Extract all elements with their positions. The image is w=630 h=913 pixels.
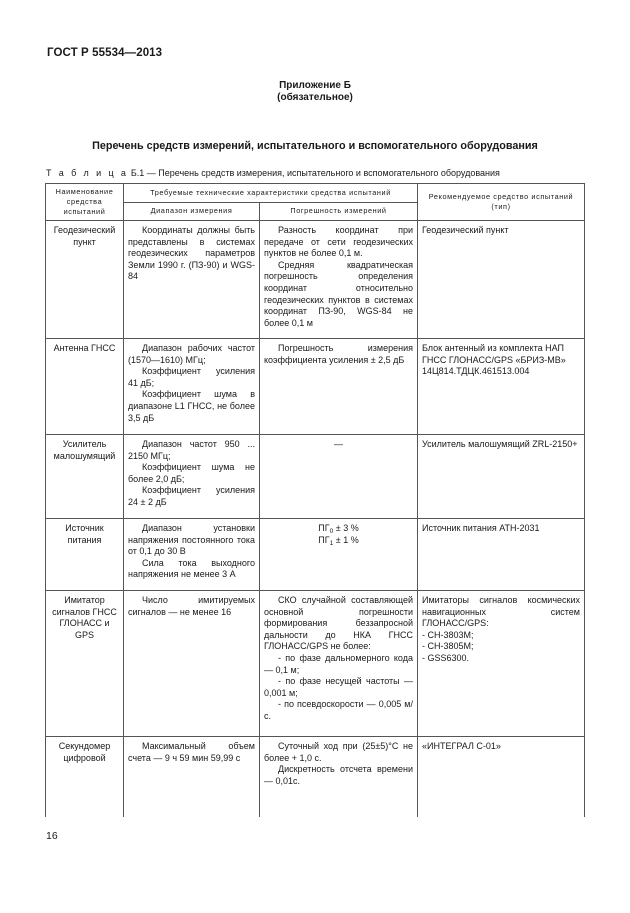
cell-text: - СН-3805М; <box>422 641 474 652</box>
document-header: ГОСТ Р 55534—2013 <box>47 47 163 59</box>
cell-text: Коэффициент усиления 24 ± 2 дБ <box>128 485 255 507</box>
cell-name: Источник питания <box>46 519 124 591</box>
cell-tool: Блок антенный из комплекта НАП ГНСС ГЛОНАСС/GPS «БРИЗ-МВ» 14Ц814.ТДЦК.461513.004 <box>418 339 585 435</box>
cell-text: - по фазе дальномерного кода — 0,1 м; <box>264 652 413 675</box>
cell-tool: Усилитель малошумящий ZRL-2150+ <box>418 435 585 519</box>
cell-error <box>260 339 418 435</box>
cell-text: Имитаторы сигналов космических навигационных систем ГЛОНАСС/GPS: <box>422 595 580 629</box>
appendix-title: Приложение Б <box>279 80 351 91</box>
cell-range <box>124 339 260 435</box>
cell-text: - СН-3803М; <box>422 629 474 640</box>
cell-text: Суточный ход при (25±5)°С не более + 1,0 с. <box>264 741 413 763</box>
table-row <box>46 339 585 435</box>
table-row <box>46 737 585 817</box>
cell-tool <box>418 591 585 737</box>
table-row <box>46 221 585 339</box>
cell-error <box>260 519 418 591</box>
cell-text: - по псевдоскорости — 0,005 м/с. <box>264 699 413 721</box>
header-error: Погрешность измерений <box>260 202 418 221</box>
table-caption <box>46 168 500 178</box>
header-name: Наименование средства испытаний <box>46 184 124 221</box>
cell-text: Погрешность измерения коэффициента усиления ± 2,5 дБ <box>264 343 413 365</box>
cell-text: - по фазе несущей частоты — 0,001 м; <box>264 676 413 698</box>
cell-range <box>124 221 260 339</box>
cell-tool: Геодезический пункт <box>418 221 585 339</box>
table-row <box>46 591 585 737</box>
cell-text: Коэффициент усиления 41 дБ; <box>128 366 255 388</box>
cell-name: Имитатор сигналов ГНСС ГЛОНАСС и GPS <box>46 591 124 737</box>
cell-range <box>124 591 260 737</box>
cell-text: Средняя квадратическая погрешность определения координат относительно геодезических пунктов в системах координат ПЗ-90, WGS-84 не более 0,1 м <box>264 259 413 328</box>
cell-range <box>124 519 260 591</box>
cell-range <box>124 435 260 519</box>
table-caption-text: — Перечень средств измерения, испытательного и вспомогательного оборудования <box>146 168 500 178</box>
equipment-table <box>45 183 585 817</box>
cell-text: Коэффициент шума в диапазоне L1 ГНСС, не более 3,5 дБ <box>128 389 255 423</box>
cell-range <box>124 737 260 817</box>
appendix-subtitle: (обязательное) <box>277 92 353 103</box>
cell-name: Секундомер цифровой <box>46 737 124 817</box>
cell-text: — <box>334 439 343 449</box>
table-header-row <box>46 184 585 203</box>
header-range: Диапазон измерения <box>124 202 260 221</box>
header-required: Требуемые технические характеристики средства испытаний <box>124 184 418 203</box>
table-row <box>46 519 585 591</box>
cell-text: Разность координат при передаче от сети геодезических пунктов не более 0,1 м. <box>264 225 413 259</box>
cell-tool: Источник питания АТН-2031 <box>418 519 585 591</box>
cell-error <box>260 435 418 519</box>
page-number: 16 <box>46 830 58 842</box>
cell-text: Диапазон установки напряжения постоянного тока от 0,1 до 30 В <box>128 523 255 557</box>
table-caption-number: Б.1 <box>130 168 145 178</box>
cell-text: Число имитируемых сигналов — не менее 16 <box>128 595 255 617</box>
cell-name: Усилитель малошумящий <box>46 435 124 519</box>
cell-text: $ПГ_0 \pm 3$ % <box>318 523 359 535</box>
header-recommended: Рекомендуемое средство испытаний (тип) <box>418 184 585 221</box>
cell-text: Диапазон рабочих частот (1570—1610) МГц; <box>128 343 255 365</box>
cell-tool: «ИНТЕГРАЛ С-01» <box>418 737 585 817</box>
cell-error <box>260 737 418 817</box>
cell-name: Антенна ГНСС <box>46 339 124 435</box>
cell-text: $ПГ_1 \pm 1$ % <box>318 534 359 547</box>
table-caption-label: Т а б л и ц а <box>46 168 129 178</box>
cell-text: Максимальный объем счета — 9 ч 59 мин 59,99 с <box>128 741 255 763</box>
section-title: Перечень средств измерений, испытательного и вспомогательного оборудования <box>92 140 538 152</box>
cell-text: - GSS6300. <box>422 652 470 663</box>
cell-text: СКО случайной составляющей основной погрешности формирования беззапросной дальности до НКА ГНСС ГЛОНАСС/GPS не более: <box>264 595 413 652</box>
cell-text: Дискретность отсчета времени — 0,01с. <box>264 764 413 786</box>
cell-text: Диапазон частот 950 ... 2150 МГц; <box>128 439 255 461</box>
cell-text: Координаты должны быть представлены в системах геодезических параметров Земли 1990 г. (ПЗ-90) и WGS-84 <box>128 225 255 282</box>
cell-name: Геодезический пункт <box>46 221 124 339</box>
cell-error <box>260 591 418 737</box>
cell-text: Сила тока выходного напряжения не менее 3 А <box>128 557 255 580</box>
table-row <box>46 435 585 519</box>
cell-text: Коэффициент шума не более 2,0 дБ; <box>128 462 255 484</box>
cell-error <box>260 221 418 339</box>
